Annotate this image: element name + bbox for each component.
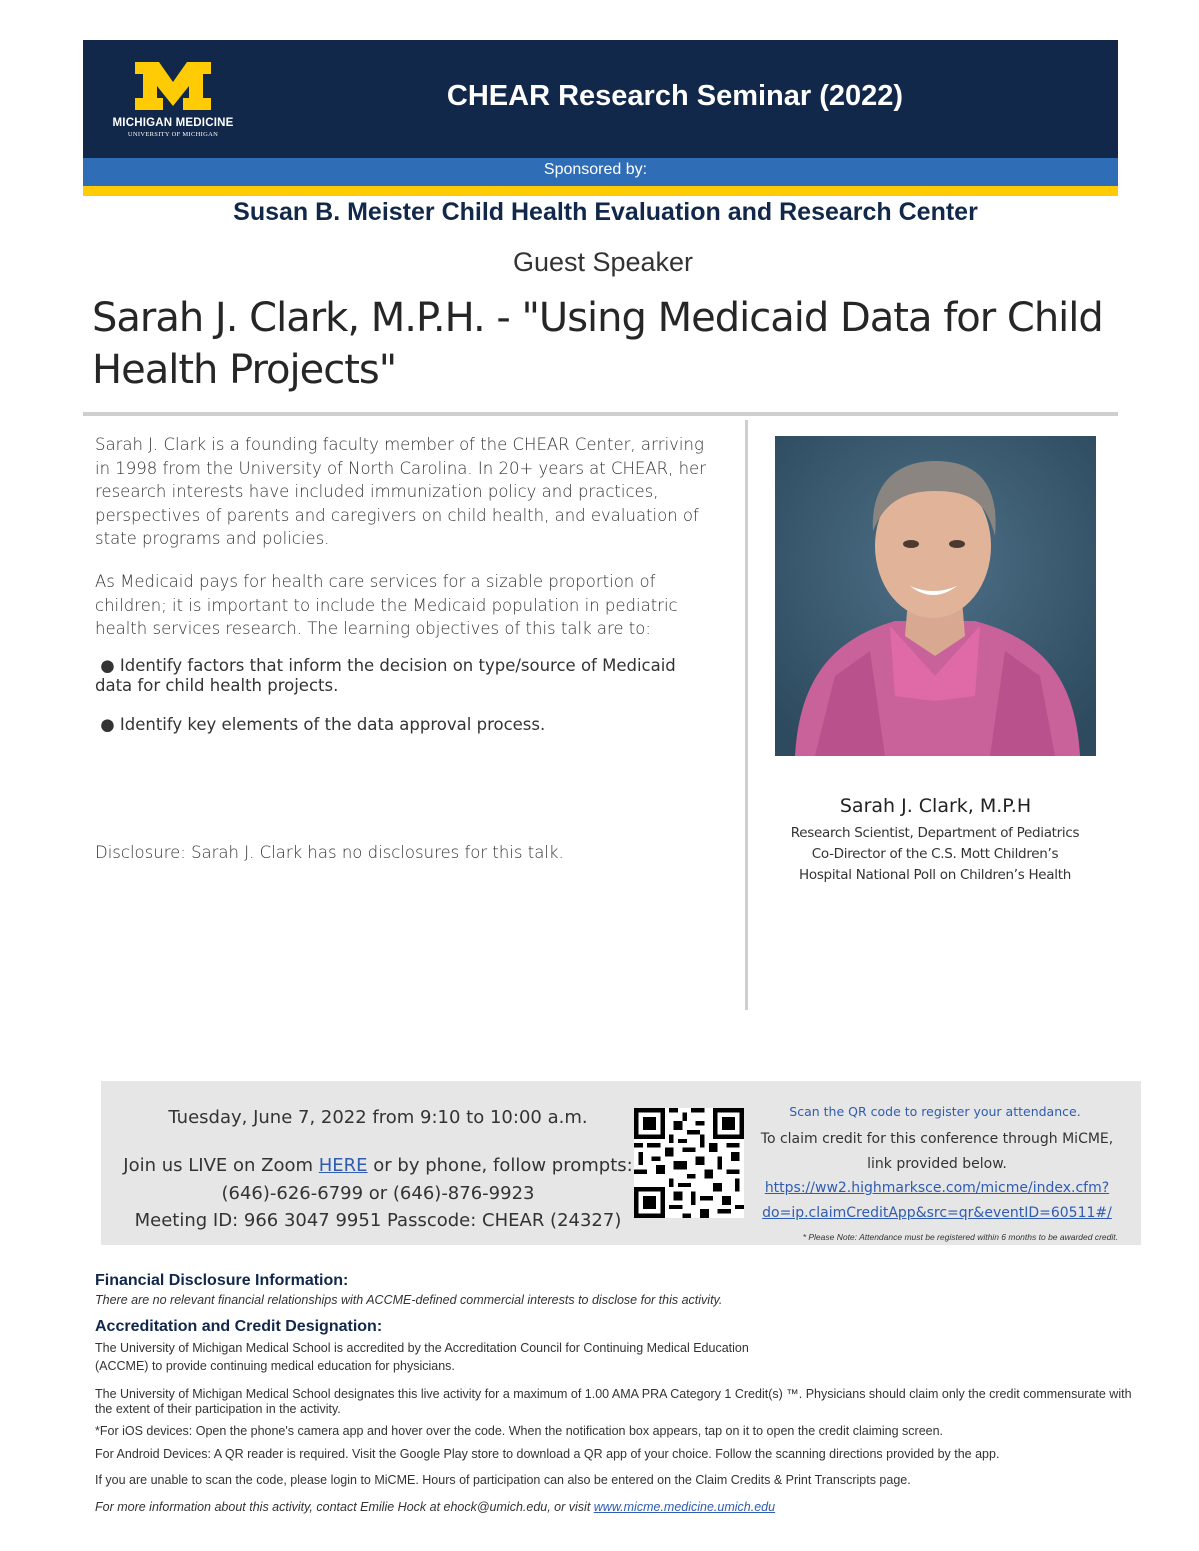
disclosure-text: Disclosure: Sarah J. Clark has no disclosures for this talk. — [95, 843, 564, 862]
claim-text: link provided below. — [867, 1156, 1007, 1172]
horizontal-divider — [83, 412, 1118, 416]
phone-numbers: (646)-626-6799 or (646)-876-9923 — [221, 1183, 535, 1204]
speaker-role-line: Hospital National Poll on Children’s Health — [799, 867, 1071, 883]
credit-designation-text: The University of Michigan Medical School designates this live activity for a maximum of 1.00 AMA PRA Category 1 Credit(s) ™. Physicians should claim only the credit commensurate with the extent of their participation in the activity. — [95, 1387, 1132, 1416]
zoom-link[interactable]: HERE — [318, 1155, 368, 1176]
bullet-icon: ● — [95, 656, 120, 675]
objectives-intro: As Medicaid pays for health care services for a sizable proportion of children; it is important to include the Medicaid population in pediatric health services research. The learning objectives of this talk are to: — [95, 572, 678, 638]
speaker-bio: Sarah J. Clark is a founding faculty member of the CHEAR Center, arriving in 1998 from the University of North Carolina. In 20+ years at CHEAR, her research interests have included immunization policy and practices, perspectives of parents and caregivers on child health, and evaluation of state programs and policies. — [95, 435, 706, 548]
scan-instruction: Scan the QR code to register your attendance. — [789, 1104, 1081, 1119]
claim-credit-link[interactable]: do=ip.claimCreditApp&src=qr&eventID=60511#/ — [762, 1205, 1112, 1221]
speaker-name: Sarah J. Clark, M.P.H — [839, 795, 1032, 817]
accreditation-text: (ACCME) to provide continuing medical education for physicians. — [95, 1359, 455, 1373]
attendance-note: * Please Note: Attendance must be registered within 6 months to be awarded credit. — [802, 1232, 1118, 1242]
sponsor-label: Sponsored by: — [543, 161, 648, 178]
claim-text: To claim credit for this conference through MiCME, — [760, 1131, 1114, 1147]
meeting-id: Meeting ID: 966 3047 9951 Passcode: CHEAR (24327) — [134, 1210, 622, 1231]
logo-subtitle: UNIVERSITY OF MICHIGAN — [127, 131, 219, 138]
financial-disclosure-text: There are no relevant financial relationships with ACCME-defined commercial interests to disclose for this activity. — [95, 1293, 723, 1307]
speaker-role-line: Research Scientist, Department of Pediatrics — [790, 825, 1080, 841]
speaker-photo — [775, 436, 1096, 756]
ios-instructions: *For iOS devices: Open the phone's camera app and hover over the code. When the notification box appears, tap on it to open the credit claiming screen. — [95, 1424, 944, 1438]
qr-code-icon[interactable] — [634, 1108, 744, 1218]
financial-disclosure-heading: Financial Disclosure Information: — [95, 1272, 349, 1289]
vertical-divider — [745, 420, 748, 1010]
speaker-role-line: Co-Director of the C.S. Mott Children’s — [811, 846, 1059, 862]
bullet-icon: ● — [95, 715, 120, 734]
michigan-block-m-logo — [135, 62, 211, 110]
more-info-line: For more information about this activity, contact Emilie Hock at ehock@umich.edu, or visit www.micme.medicine.umich.edu — [95, 1500, 776, 1514]
zoom-line: Join us LIVE on Zoom HERE or by phone, follow prompts: — [123, 1155, 633, 1176]
claim-credit-link[interactable]: https://ww2.highmarksce.com/micme/index.cfm? — [764, 1180, 1110, 1196]
android-instructions: For Android Devices: A QR reader is required. Visit the Google Play store to download a QR app of your choice. Follow the scanning directions provided by the app. — [95, 1447, 1000, 1461]
objective-item: ● Identify factors that inform the decision on type/source of Medicaid data for child health projects. — [95, 656, 676, 695]
event-date: Tuesday, June 7, 2022 from 9:10 to 10:00 a.m. — [168, 1107, 588, 1128]
guest-speaker-label: Guest Speaker — [512, 247, 694, 277]
seminar-title: CHEAR Research Seminar (2022) — [446, 80, 904, 112]
center-name: Susan B. Meister Child Health Evaluation and Research Center — [233, 198, 978, 226]
objective-item: ● Identify key elements of the data approval process. — [95, 715, 546, 734]
talk-title: Sarah J. Clark, M.P.H. - "Using Medicaid Data for Child Health Projects" — [92, 295, 1103, 393]
gold-divider — [83, 186, 1118, 196]
logo-name: MICHIGAN MEDICINE — [112, 117, 234, 129]
micme-website-link[interactable]: www.micme.medicine.umich.edu — [593, 1500, 776, 1514]
unable-to-scan-text: If you are unable to scan the code, please login to MiCME. Hours of participation can also be entered on the Claim Credits & Print Transcripts page. — [95, 1473, 911, 1487]
accreditation-text: The University of Michigan Medical School is accredited by the Accreditation Council for Continuing Medical Education — [95, 1341, 749, 1355]
accreditation-heading: Accreditation and Credit Designation: — [95, 1318, 383, 1335]
